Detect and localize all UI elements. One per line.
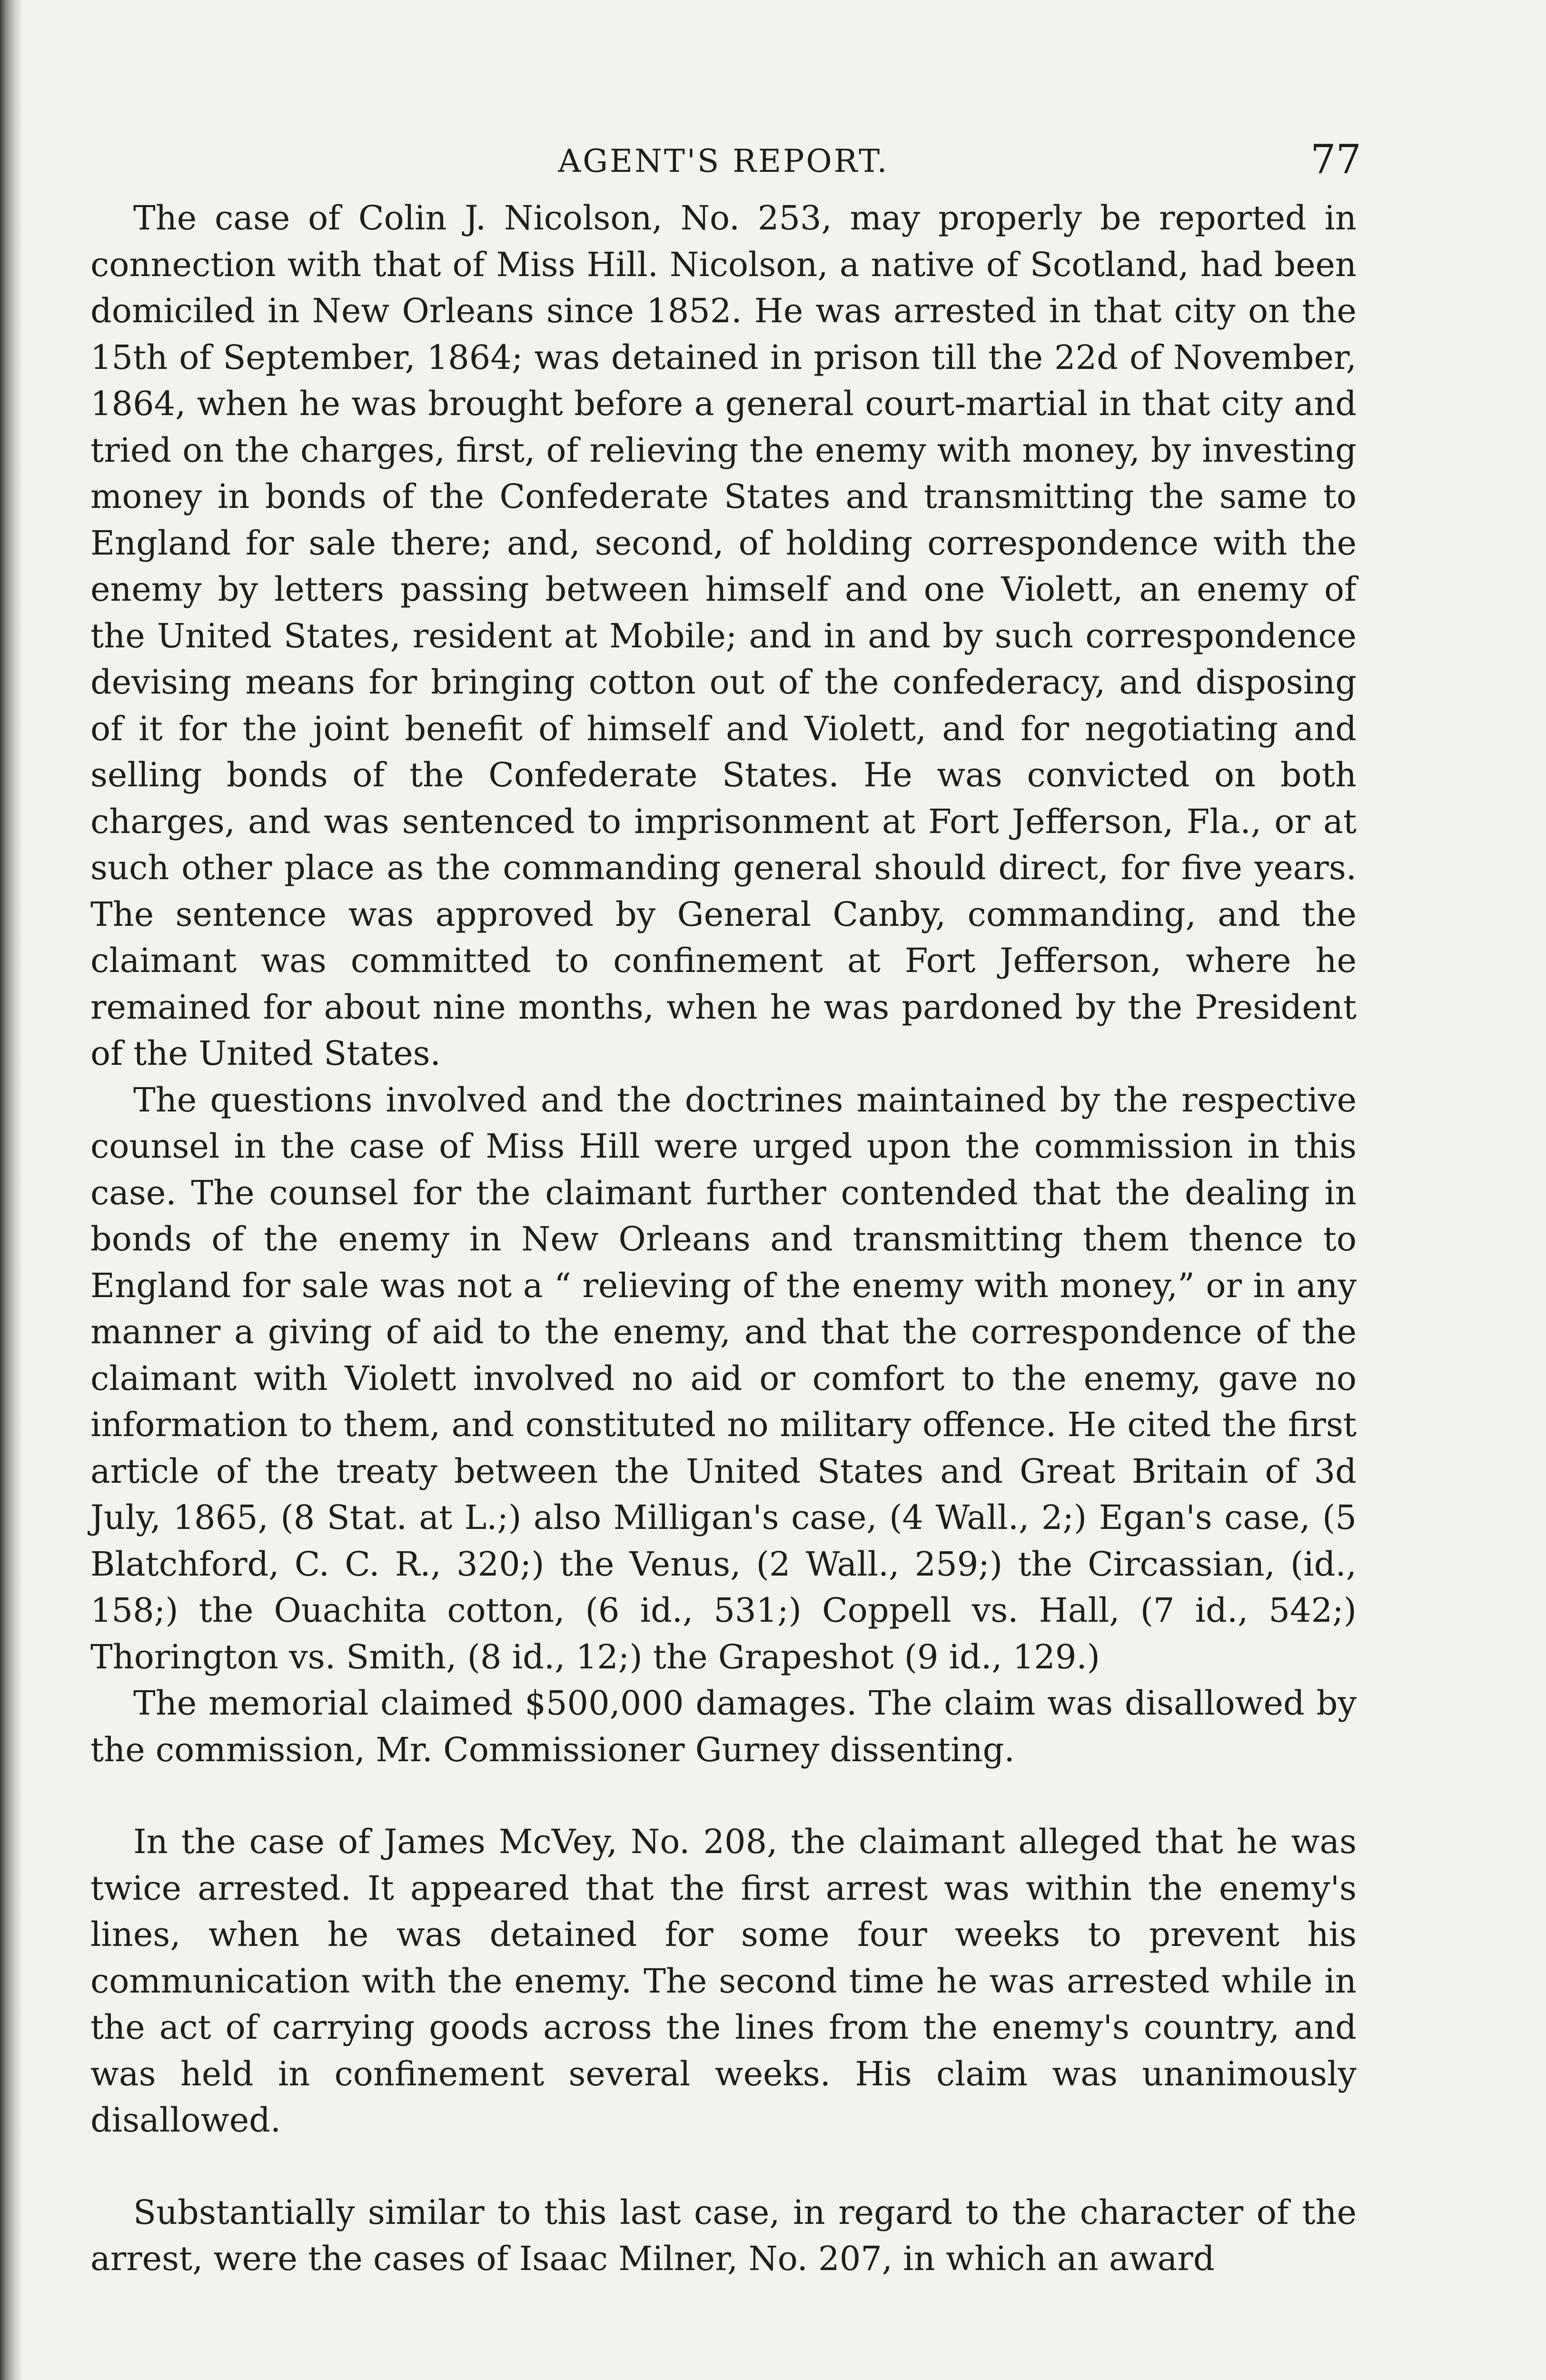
paragraph-mcvey-case: In the case of James McVey, No. 208, the claimant alleged that he was twice arrested. It appeared that the first arrest was within the enemy's lines, when he was detained for some four weeks to prevent his communication with the enemy. The second time he was arrested while in the act of carrying goods across the lines from the enemy's country, and was held in confinement several weeks. His claim was unanimously disallowed. (90, 1822, 1357, 2140)
page-number: 77 (1310, 136, 1361, 183)
section-gap (90, 1773, 1357, 1819)
paragraph-nicolson-case: The case of Colin J. Nicolson, No. 253, may properly be reported in connection with that of Miss Hill. Nicolson, a native of Scotland, had been domiciled in New Orleans since 1852. He was arrested in that city on the 15th of September, 1864; was detained in prison till the 22d of November, 1864, when he was brought before a general court-martial in that city and tried on the charges, first, of relieving the enemy with money, by investing money in bonds of the Confederate States and transmitting the same to England for sale there; and, second, of holding correspondence with the enemy by letters passing between himself and one Violett, an enemy of the United States, resident at Mobile; and in and by such correspondence devising means for bringing cotton out of the confederacy, and disposing of it for the joint benefit of himself and Violett, and for negotiating and selling bonds of the Confederate States. He was convicted on both charges, and was sentenced to imprisonment at Fort Jefferson, Fla., or at such other place as the commanding general should direct, for five years. The sentence was approved by General Canby, commanding, and the claimant was committed to confinement at Fort Jefferson, where he remained for about nine months, when he was pardoned by the President of the United States. (90, 198, 1357, 1073)
running-title: AGENT'S REPORT. (558, 143, 889, 179)
paragraph-questions-involved: The questions involved and the doctrines maintained by the respective counsel in the case of Miss Hill were urged upon the commission in this case. The counsel for the claimant further contended that the dealing in bonds of the enemy in New Orleans and transmitting them thence to England for sale was not a “ relieving of the enemy with money,” or in any manner a giving of aid to the enemy, and that the correspondence of the claimant with Violett involved no aid or comfort to the enemy, gave no information to them, and constituted no military offence. He cited the first article of the treaty between the United States and Great Britain of 3d July, 1865, (8 Stat. at L.;) also Milligan's case, (4 Wall., 2;) Egan's case, (5 Blatchford, C. C. R., 320;) the Venus, (2 Wall., 259;) the Circassian, (id., 158;) the Ouachita cotton, (6 id., 531;) Coppell vs. Hall, (7 id., 542;) Thorington vs. Smith, (8 id., 12;) the Grapeshot (9 id., 129.) (90, 1080, 1357, 1676)
paragraph-milner-case: Substantially similar to this last case, in regard to the character of the arrest, were the cases of Isaac Milner, No. 207, in which an award (90, 2192, 1357, 2278)
running-header (90, 136, 1361, 195)
section-gap (90, 2144, 1357, 2190)
document-page (90, 136, 1361, 2282)
paragraph-memorial-claim: The memorial claimed $500,000 damages. The claim was disallowed by the commission, Mr. Commissioner Gurney dissenting. (90, 1684, 1357, 1769)
scan-edge-shadow (0, 0, 23, 2380)
